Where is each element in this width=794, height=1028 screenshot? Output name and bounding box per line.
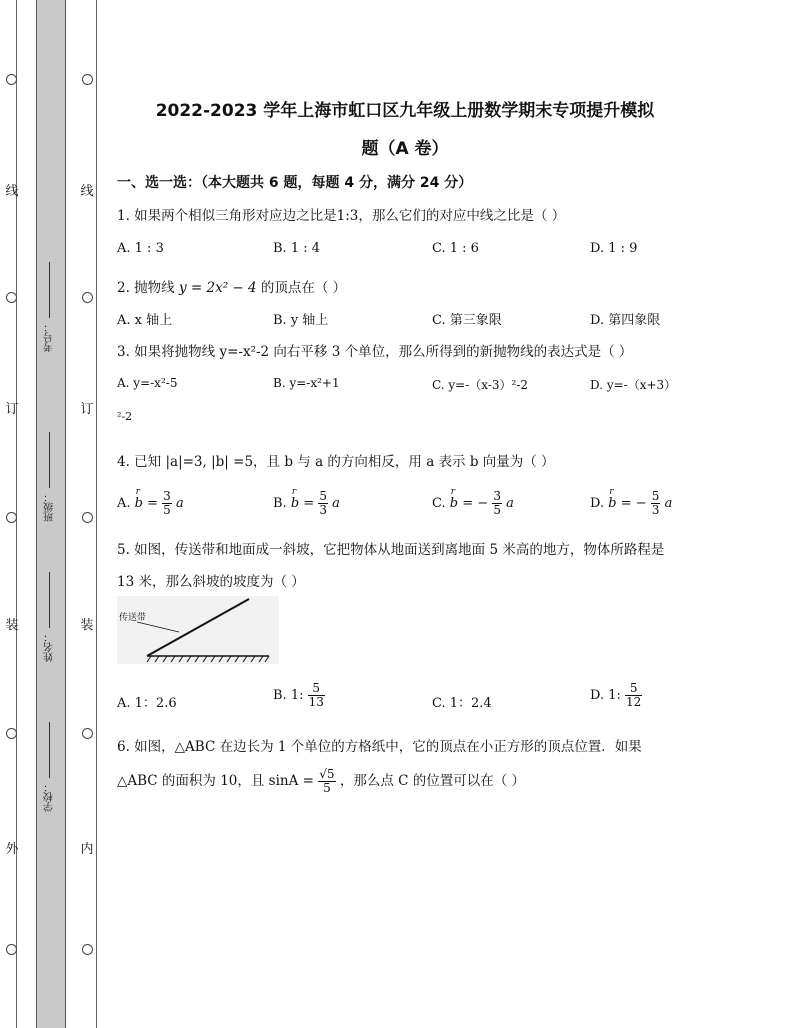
exam-number-label: 考号： [44, 322, 56, 352]
binding-hole [82, 512, 93, 523]
page-title-continued: 题（A 卷） [361, 139, 449, 159]
school-label: 学校： [44, 782, 56, 812]
question-3-stem: 3. 如果将抛物线 y=-x²-2 向右平移 3 个单位，那么所得到的新抛物线的表达式是（ ） [117, 344, 633, 360]
q4-option-b[interactable] [273, 490, 340, 517]
q6-stem-post: ，那么点 C 的位置可以在（ ） [339, 773, 526, 789]
option-label: D. 1: [590, 688, 621, 703]
q2-stem-post: 的顶点在（ ） [260, 280, 347, 296]
binding-hole [82, 728, 93, 739]
q2-stem-pre: 2. 抛物线 [117, 280, 175, 296]
q5-option-b[interactable] [273, 682, 325, 709]
q4-stem-c: |b| =5，且 [211, 454, 281, 470]
fraction: $\frac{5}{3}$ [319, 489, 327, 517]
q3-option-b[interactable]: B. y=-x²+1 [273, 376, 340, 390]
q2-formula: y = 2x² − 4 [178, 280, 257, 296]
binding-mark-outer: 线 [5, 184, 19, 199]
q5-option-c[interactable]: C. 1：2.4 [432, 696, 492, 711]
q5-option-a[interactable]: A. 1：2.6 [117, 696, 177, 711]
q4-option-c[interactable] [432, 490, 514, 517]
binding-hole [6, 728, 17, 739]
binding-mark-outer: 外 [5, 842, 19, 857]
name-label: 姓名： [44, 632, 56, 662]
q6-stem-pre: △ABC 的面积为 10，且 sinA = [117, 773, 314, 789]
q2-option-b[interactable]: B. y 轴上 [273, 313, 329, 328]
q2-option-a[interactable]: A. x 轴上 [117, 313, 173, 328]
q4-option-a[interactable] [117, 490, 184, 517]
binding-mark-inner: 装 [80, 618, 94, 633]
exam-number-field[interactable] [38, 262, 62, 352]
question-5-stem-line2: 13 米，那么斜坡的坡度为（ ） [117, 574, 305, 590]
q1-option-a[interactable]: A. 1 : 3 [117, 241, 164, 256]
binding-hole [6, 512, 17, 523]
q3-option-d-continued: ²-2 [117, 410, 133, 423]
q4-stem-b: |a|=3, [165, 454, 207, 470]
fraction: $\frac{5}{13}$ [308, 681, 324, 709]
binding-inner-line [96, 0, 97, 1028]
vector-b: r b = [291, 496, 314, 511]
question-1-stem: 1. 如果两个相似三角形对应边之比是1:3，那么它们的对应中线之比是（ ） [117, 208, 566, 224]
binding-mark-inner: 线 [80, 184, 94, 199]
q4-option-d[interactable] [590, 490, 672, 517]
fraction: $\frac{3}{5}$ [163, 489, 171, 517]
q1-option-d[interactable]: D. 1 : 9 [590, 241, 638, 256]
fraction: $\frac{5}{3}$ [651, 489, 660, 517]
page-title: 2022-2023 学年上海市虹口区九年级上册数学期末专项提升模拟 [155, 101, 655, 121]
q4-stem-d: b 与 a 的方向相反，用 a 表示 b 向量为（ ） [284, 454, 555, 470]
binding-hole [6, 74, 17, 85]
conveyor-slope-figure [117, 596, 279, 664]
vector-a: a [664, 496, 673, 511]
conveyor-label: 传送带 [119, 613, 147, 623]
fraction: $\frac{5}{12}$ [626, 681, 642, 709]
q3-option-a[interactable]: A. y=-x²-5 [117, 376, 178, 390]
binding-hole [82, 944, 93, 955]
option-label: A. [117, 496, 131, 511]
vector-a: a [506, 496, 514, 511]
name-field[interactable] [38, 572, 62, 662]
fraction-sqrt5-over-5: $\frac{√5}{5}$ [319, 767, 335, 795]
option-label: B. 1: [273, 688, 304, 703]
q3-option-c[interactable]: C. y=-（x-3）²-2 [432, 378, 529, 392]
class-label: 班级： [44, 492, 56, 522]
vector-b: r b = [608, 496, 631, 511]
slope-diagram [117, 596, 279, 664]
option-label: B. [273, 496, 287, 511]
question-4-stem [117, 450, 555, 470]
question-5-stem-line1: 5. 如图，传送带和地面成一斜坡，它把物体从地面送到离地面 5 米高的地方，物体所路程是 [117, 542, 665, 558]
binding-mark-outer: 订 [5, 402, 19, 417]
binding-hole [82, 74, 93, 85]
question-2-stem [117, 276, 346, 296]
vector-a: a [332, 496, 340, 511]
binding-mark-inner: 内 [80, 842, 94, 857]
question-6-stem-line1: 6. 如图，△ABC 在边长为 1 个单位的方格纸中，它的顶点在小正方形的顶点位置．如果 [117, 739, 642, 755]
option-label: D. [590, 496, 605, 511]
q1-option-b[interactable]: B. 1 : 4 [273, 241, 321, 256]
binding-mark-outer: 装 [5, 618, 19, 633]
binding-hole [82, 292, 93, 303]
vector-b: r b = [135, 496, 158, 511]
q4-stem-a: 4. 已知 [117, 454, 162, 470]
q3-option-d[interactable]: D. y=-（x+3） [590, 378, 677, 392]
class-field[interactable] [38, 432, 62, 522]
vector-b: r b = [450, 496, 473, 511]
fraction: $\frac{3}{5}$ [493, 489, 501, 517]
school-field[interactable] [38, 722, 62, 812]
sign: − [477, 496, 489, 511]
q2-option-d[interactable]: D. 第四象限 [590, 313, 661, 328]
q1-option-c[interactable]: C. 1 : 6 [432, 241, 479, 256]
binding-hole [6, 292, 17, 303]
q5-option-d[interactable] [590, 682, 642, 709]
question-6-stem-line2 [117, 768, 525, 795]
binding-hole [6, 944, 17, 955]
q2-option-c[interactable]: C. 第三象限 [432, 313, 502, 328]
sign: − [635, 496, 647, 511]
vector-a: a [175, 496, 184, 511]
section-heading: 一、选一选：（本大题共 6 题，每题 4 分，满分 24 分） [117, 175, 473, 191]
binding-mark-inner: 订 [80, 402, 94, 417]
option-label: C. [432, 496, 446, 511]
